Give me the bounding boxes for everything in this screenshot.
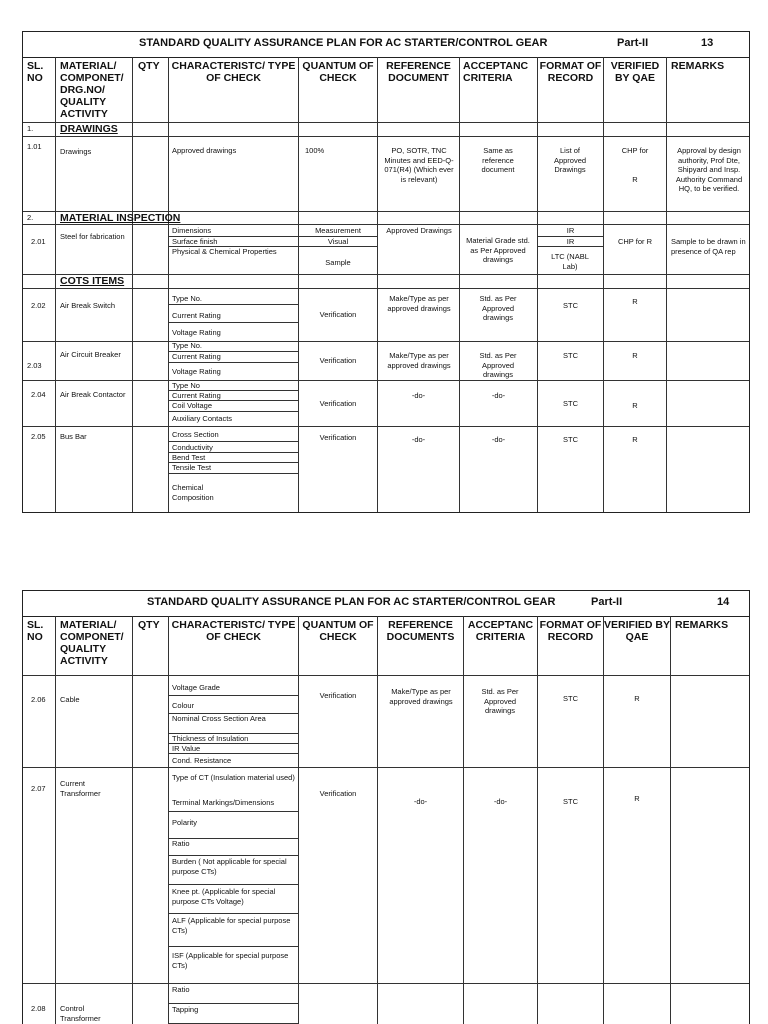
quantum-100: 100% — [305, 146, 325, 155]
char-terminal-markings: Terminal Markings/Dimensions — [172, 798, 275, 807]
sl-2-08: 2.08 — [31, 1004, 46, 1013]
quantum-2-03: Verification — [319, 356, 357, 365]
char-nominal-cross-section: Nominal Cross Section Area — [172, 714, 266, 723]
char-cross-section: Cross Section — [172, 430, 219, 439]
char-type-of-ct: Type of CT (Insulation material used) — [172, 773, 295, 782]
char-type-no: Type No — [172, 381, 200, 390]
format-ltc: LTC (NABL Lab) — [551, 252, 589, 271]
accept-2-02: Std. as Per Approved drawings — [479, 294, 517, 322]
quantum-measurement: Measurement — [315, 226, 361, 235]
ref-2-05: -do- — [411, 435, 426, 444]
part-label: Part-II — [617, 37, 649, 49]
cell-line — [168, 411, 299, 412]
header-qty: QTY — [138, 60, 160, 72]
row-divider — [23, 380, 749, 381]
header-sl-no: SL. NO — [27, 60, 44, 84]
char-burden: Burden ( Not applicable for special purpose CTs) — [172, 857, 287, 876]
sl-2-07: 2.07 — [31, 784, 46, 793]
ref-2-06: Make/Type as per approved drawings — [389, 687, 453, 706]
char-ir-value: IR Value — [172, 744, 201, 753]
char-isf: ISF (Applicable for special purpose CTs) — [172, 951, 289, 970]
ref-1-01: PO, SOTR, TNC Minutes and EED-Q-071(R4) (Which ever is relevant) — [384, 146, 454, 184]
char-ratio: Ratio — [172, 985, 190, 994]
col-divider — [463, 616, 464, 1024]
section-cots-items: COTS ITEMS — [60, 275, 125, 287]
accept-2-06: Std. as Per Approved drawings — [481, 687, 519, 715]
char-auxiliary-contacts: Auxiliary Contacts — [172, 414, 233, 423]
header-material: MATERIAL/ COMPONET/ QUALITY ACTIVITY — [60, 619, 124, 667]
char-colour: Colour — [172, 701, 195, 710]
col-divider — [55, 57, 56, 512]
header-material: MATERIAL/ COMPONET/ DRG.NO/ QUALITY ACTIVITY — [60, 60, 124, 120]
col-divider — [666, 57, 667, 512]
header-characteristic: CHARACTERISTC/ TYPE OF CHECK — [171, 619, 296, 643]
row-divider — [23, 983, 749, 984]
format-2-05: STC — [563, 435, 578, 444]
cell-line — [168, 362, 299, 363]
ref-2-01: Approved Drawings — [386, 226, 452, 235]
row-divider — [23, 122, 749, 123]
char-thickness-insulation: Thickness of Insulation — [172, 734, 249, 743]
char-alf: ALF (Applicable for special purpose CTs) — [172, 916, 291, 935]
section-number: 2. — [27, 213, 34, 222]
material-current-transformer: Current Transformer — [60, 779, 101, 798]
sl-2-01: 2.01 — [31, 237, 46, 246]
material-bus-bar: Bus Bar — [60, 432, 87, 441]
ref-2-02: Make/Type as per approved drawings — [387, 294, 451, 313]
char-ratio: Ratio — [172, 839, 190, 848]
cell-line — [168, 753, 299, 754]
cell-line — [168, 473, 299, 474]
cell-line — [168, 913, 299, 914]
format-1-01: List of Approved Drawings — [553, 146, 587, 174]
header-qty: QTY — [138, 619, 160, 631]
col-divider — [603, 616, 604, 1024]
material-steel: Steel for fabrication — [60, 232, 125, 241]
verified-2-06: R — [634, 694, 640, 703]
sl-1-01: 1.01 — [27, 142, 42, 151]
verified-2-02: R — [632, 297, 638, 306]
header-format: FORMAT OF RECORD — [539, 619, 602, 643]
header-quantum: QUANTUM OF CHECK — [302, 60, 374, 84]
row-divider — [23, 767, 749, 768]
char-tensile-test: Tensile Test — [172, 463, 212, 472]
quantum-visual: Visual — [327, 237, 349, 246]
material-air-break-contactor: Air Break Contactor — [60, 390, 126, 399]
header-verified: VERIFIED BY QAE — [604, 619, 670, 643]
header-format: FORMAT OF RECORD — [539, 60, 602, 84]
header-remarks: REMARKS — [675, 619, 729, 631]
row-divider — [23, 288, 749, 289]
char-physical-chemical: Physical & Chemical Properties — [172, 247, 277, 256]
char-polarity: Polarity — [172, 818, 198, 827]
sl-2-02: 2.02 — [31, 301, 46, 310]
page-number: 14 — [717, 596, 730, 608]
page-14 — [22, 590, 750, 1024]
format-2-02: STC — [563, 301, 578, 310]
quantum-2-04: Verification — [319, 399, 357, 408]
cell-line — [168, 1003, 299, 1004]
section-material-inspection: MATERIAL INSPECTION — [60, 212, 181, 224]
accept-2-05: -do- — [491, 435, 506, 444]
char-current-rating: Current Rating — [172, 311, 221, 320]
col-divider — [168, 57, 169, 512]
row-divider — [23, 675, 749, 676]
cell-line — [168, 884, 299, 885]
col-divider — [132, 57, 133, 512]
material-air-break-switch: Air Break Switch — [60, 301, 116, 310]
material-drawings: Drawings — [60, 147, 92, 156]
quantum-2-07: Verification — [319, 789, 357, 798]
char-type-no: Type No. — [172, 341, 203, 350]
col-divider — [168, 616, 169, 1024]
row-divider — [23, 341, 749, 342]
accept-2-01: Material Grade std. as Per Approved drawings — [466, 236, 530, 264]
verified-1-01-a: CHP for — [621, 146, 649, 155]
col-divider — [537, 616, 538, 1024]
ref-2-07: -do- — [413, 797, 428, 806]
header-quantum: QUANTUM OF CHECK — [302, 619, 374, 643]
cell-line — [168, 304, 299, 305]
quantum-2-06: Verification — [319, 691, 357, 700]
header-sl-no: SL. NO — [27, 619, 44, 643]
format-ir-1: IR — [566, 226, 575, 235]
row-divider — [23, 426, 749, 427]
sl-2-06: 2.06 — [31, 695, 46, 704]
header-characteristic: CHARACTERISTC/ TYPE OF CHECK — [171, 60, 296, 84]
verified-2-03: R — [632, 351, 638, 360]
accept-2-03: Std. as Per Approved drawings — [479, 351, 517, 379]
cell-line — [168, 811, 299, 812]
sl-2-03: 2.03 — [27, 361, 42, 370]
part-label: Part-II — [591, 596, 623, 608]
col-divider — [298, 57, 299, 512]
page-13 — [22, 31, 750, 513]
header-remarks: REMARKS — [671, 60, 725, 72]
verified-2-04: R — [632, 401, 638, 410]
char-voltage-rating: Voltage Rating — [172, 328, 221, 337]
material-cable: Cable — [60, 695, 80, 704]
format-2-06: STC — [563, 694, 578, 703]
char-cond-resistance: Cond. Resistance — [172, 756, 232, 765]
header-acceptance: ACCEPTANC CRITERIA — [467, 619, 534, 643]
char-knee-pt: Knee pt. (Applicable for special purpose CTs Voltage) — [172, 887, 276, 906]
header-reference: REFERENCE DOCUMENT — [386, 60, 451, 84]
page-title-bar — [23, 591, 749, 617]
row-divider — [23, 224, 749, 225]
format-ir-2: IR — [566, 237, 575, 246]
page-title: STANDARD QUALITY ASSURANCE PLAN FOR AC STARTER/CONTROL GEAR — [147, 596, 556, 608]
verified-2-07: R — [634, 794, 640, 803]
ref-2-04: -do- — [411, 391, 426, 400]
page-title-bar — [23, 32, 749, 58]
cell-line — [168, 441, 299, 442]
char-approved-drawings: Approved drawings — [172, 146, 237, 155]
char-current-rating: Current Rating — [172, 352, 221, 361]
col-divider — [670, 616, 671, 1024]
cell-line — [168, 695, 299, 696]
format-2-03: STC — [563, 351, 578, 360]
section-drawings: DRAWINGS — [60, 123, 118, 135]
quantum-2-02: Verification — [319, 310, 357, 319]
format-2-04: STC — [563, 399, 578, 408]
col-divider — [132, 616, 133, 1024]
header-reference: REFERENCE DOCUMENTS — [386, 619, 455, 643]
cell-line — [537, 246, 603, 247]
verified-1-01-b: R — [632, 175, 638, 184]
char-bend-test: Bend Test — [172, 453, 206, 462]
format-2-07: STC — [563, 797, 578, 806]
verified-2-05: R — [632, 435, 638, 444]
sl-2-04: 2.04 — [31, 390, 46, 399]
accept-2-07: -do- — [493, 797, 508, 806]
page-number: 13 — [701, 37, 714, 49]
char-coil-voltage: Coil Voltage — [172, 401, 213, 410]
char-dimensions: Dimensions — [172, 226, 212, 235]
row-divider — [23, 274, 749, 275]
char-voltage-rating: Voltage Rating — [172, 367, 221, 376]
col-divider — [377, 616, 378, 1024]
accept-2-04: -do- — [491, 391, 506, 400]
material-control-transformer: Control Transformer — [60, 1004, 101, 1023]
quantum-sample: Sample — [325, 258, 351, 267]
cell-line — [168, 946, 299, 947]
col-divider — [55, 616, 56, 1024]
row-divider — [23, 136, 749, 137]
char-type-no: Type No. — [172, 294, 203, 303]
header-verified: VERIFIED BY QAE — [610, 60, 660, 84]
header-acceptance: ACCEPTANC CRITERIA — [463, 60, 529, 84]
char-tapping: Tapping — [172, 1005, 199, 1014]
sl-2-05: 2.05 — [31, 432, 46, 441]
material-air-circuit-breaker: Air Circuit Breaker — [60, 350, 121, 359]
section-number: 1. — [27, 124, 34, 133]
cell-line — [168, 322, 299, 323]
char-current-rating: Current Rating — [172, 391, 221, 400]
page-title: STANDARD QUALITY ASSURANCE PLAN FOR AC STARTER/CONTROL GEAR — [139, 37, 548, 49]
char-voltage-grade: Voltage Grade — [172, 683, 220, 692]
verified-2-01: CHP for R — [617, 237, 653, 246]
accept-1-01: Same as reference document — [481, 146, 515, 174]
remarks-1-01: Approval by design authority, Prof Dte, Shipyard and Insp. Authority Command HQ, to be verified. — [675, 146, 743, 193]
col-divider — [298, 616, 299, 1024]
char-surface-finish: Surface finish — [172, 237, 218, 246]
char-chemical-composition: Chemical Composition — [172, 483, 214, 502]
quantum-2-05: Verification — [319, 433, 357, 442]
cell-line — [168, 855, 299, 856]
ref-2-03: Make/Type as per approved drawings — [387, 351, 451, 370]
char-conductivity: Conductivity — [172, 443, 213, 452]
remarks-2-01: Sample to be drawn in presence of QA rep — [671, 237, 746, 256]
